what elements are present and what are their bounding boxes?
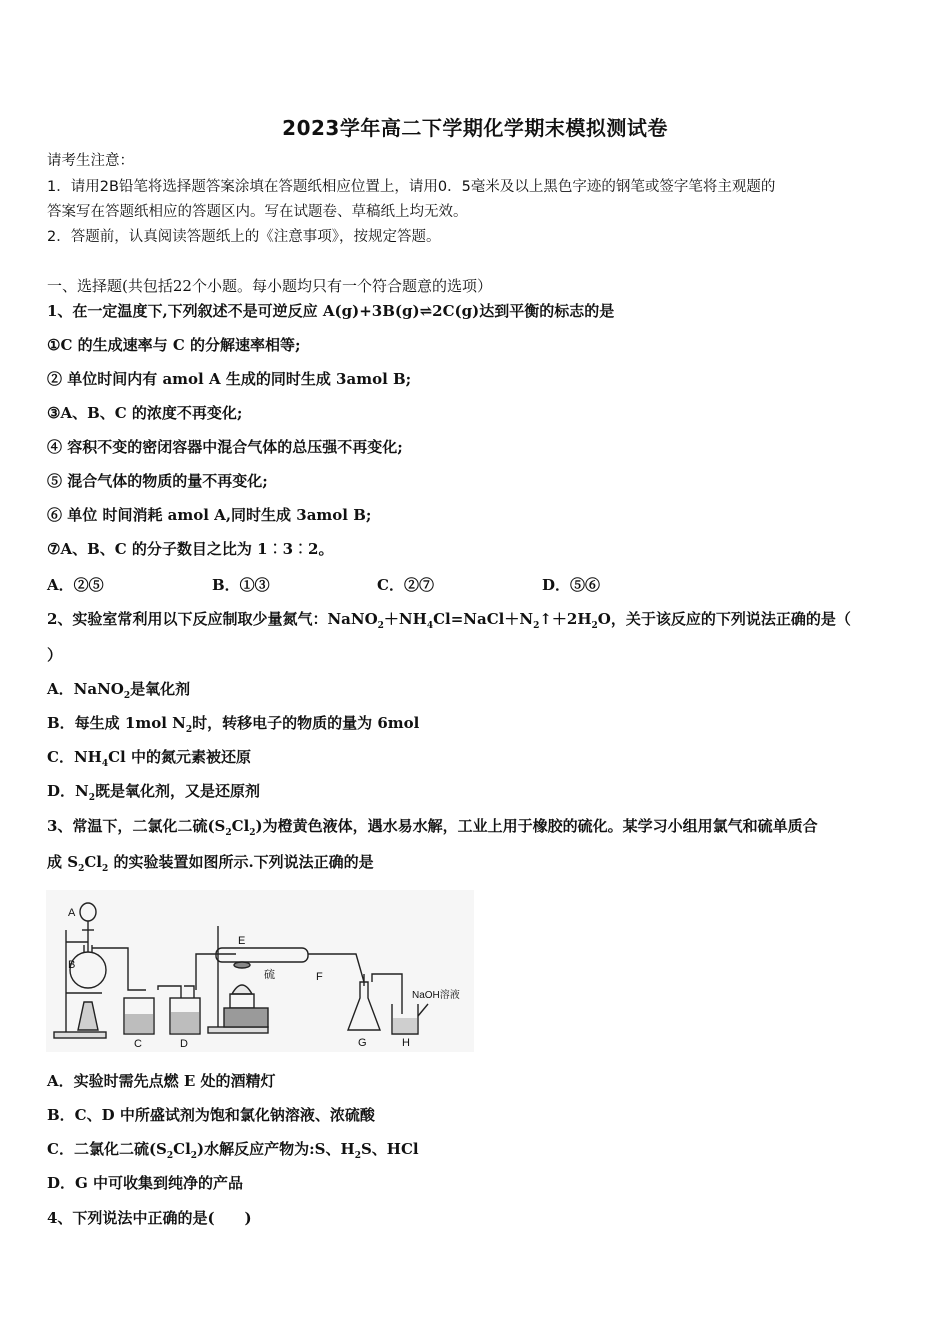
lamp-stand xyxy=(224,1008,268,1027)
notice-line-1: 1．请用2B铅笔将选择题答案涂填在答题纸相应位置上，请用0．5毫米及以上黑色字迹的钢笔或签字笔将主观题的 xyxy=(47,179,776,195)
sulfur-sample xyxy=(234,962,250,968)
alcohol-lamp-e xyxy=(232,985,252,994)
q3-stem-line-2: 成 $S_2Cl_2$ 的实验装置如图所示.下列说法正确的是 xyxy=(47,853,374,874)
separatory-funnel-a xyxy=(80,903,96,921)
label-f: F xyxy=(316,971,323,983)
apparatus-figure xyxy=(46,890,474,1052)
q1-item-3: ③A、B、C 的浓度不再变化; xyxy=(47,404,243,422)
q3-option-c[interactable]: C．二氯化二硫$(S_2Cl_2)$水解反应产物为:S、$H_2S$、HCl xyxy=(47,1140,419,1161)
q3-stem-line-1: 3、常温下，二氯化二硫$(S_2Cl_2)$为橙黄色液体，遇水易水解，工业上用于橡胶的硫化。某学习小组用氯气和硫单质合 xyxy=(47,817,818,838)
q1-option-d[interactable]: D．⑤⑥ xyxy=(542,576,601,594)
q1-item-1: ①C 的生成速率与 C 的分解速率相等; xyxy=(47,336,301,354)
label-b: B xyxy=(68,959,76,971)
label-c: C xyxy=(134,1038,142,1050)
stand-base-2 xyxy=(208,1027,268,1033)
apparatus-diagram xyxy=(46,890,474,1052)
q2-option-b[interactable]: B．每生成 1mol $N_2$时，转移电子的物质的量为 6mol xyxy=(47,714,420,735)
burner-b xyxy=(78,1002,98,1030)
q1-option-a[interactable]: A．②⑤ xyxy=(47,576,104,594)
reaction-tube-e xyxy=(216,948,308,962)
q1-option-c[interactable]: C．②⑦ xyxy=(377,576,434,594)
q2-option-c[interactable]: C．$NH_4Cl$ 中的氮元素被还原 xyxy=(47,748,251,769)
label-naoh: NaOH溶液 xyxy=(412,990,460,1001)
label-d: D xyxy=(180,1038,188,1050)
q3-option-d[interactable]: D．G 中可收集到纯净的产品 xyxy=(47,1174,244,1192)
q1-option-b[interactable]: B．①③ xyxy=(212,576,270,594)
stand-base-1 xyxy=(54,1032,106,1038)
q1-item-5: ⑤ 混合气体的物质的量不再变化; xyxy=(47,472,268,490)
label-sulfur: 硫 xyxy=(264,969,275,981)
q3-option-b[interactable]: B．C、D 中所盛试剂为饱和氯化钠溶液、浓硫酸 xyxy=(47,1106,375,1124)
q2-option-d[interactable]: D．$N_2$既是氧化剂，又是还原剂 xyxy=(47,782,261,803)
label-a: A xyxy=(68,907,76,919)
q1-item-7: ⑦A、B、C 的分子数目之比为 1︰3︰2。 xyxy=(47,540,334,558)
page-title: 2023学年高二下学期化学期末模拟测试卷 xyxy=(282,116,668,140)
notice-line-2: 答案写在答题纸相应的答题区内。写在试题卷、草稿纸上均无效。 xyxy=(47,204,468,220)
q2-stem: 2、实验室常利用以下反应制取少量氮气：$NaNO_2+NH_4Cl=NaCl+N_2↑+2H_2O$，关于该反应的下列说法正确的是（ xyxy=(47,610,851,631)
flask-b xyxy=(70,952,106,988)
q3-option-a[interactable]: A．实验时需先点燃 E 处的酒精灯 xyxy=(47,1072,276,1090)
section-heading: 一、选择题(共包括22个小题。每小题均只有一个符合题意的选项） xyxy=(47,277,492,295)
q1-item-2: ② 单位时间内有 amol A 生成的同时生成 3amol B; xyxy=(47,370,412,388)
q4-stem: 4、下列说法中正确的是( ) xyxy=(47,1209,252,1227)
label-g: G xyxy=(358,1037,367,1049)
q2-option-a[interactable]: A．NaNO$_2$是氧化剂 xyxy=(47,680,191,701)
label-h: H xyxy=(402,1037,410,1049)
notice-line-3: 2．答题前，认真阅读答题纸上的《注意事项》，按规定答题。 xyxy=(47,229,441,245)
q2-stem-end: ） xyxy=(47,646,63,664)
q1-item-6: ⑥ 单位 时间消耗 amol A,同时生成 3amol B; xyxy=(47,506,372,524)
label-e: E xyxy=(238,935,246,947)
conical-flask-g xyxy=(348,982,380,1030)
q1-stem: 1、在一定温度下,下列叙述不是可逆反应 A(g)+3B(g)⇌2C(g)达到平衡的标志的是 xyxy=(47,302,615,320)
notice-heading: 请考生注意： xyxy=(47,153,134,169)
q1-item-4: ④ 容积不变的密闭容器中混合气体的总压强不再变化; xyxy=(47,438,403,456)
